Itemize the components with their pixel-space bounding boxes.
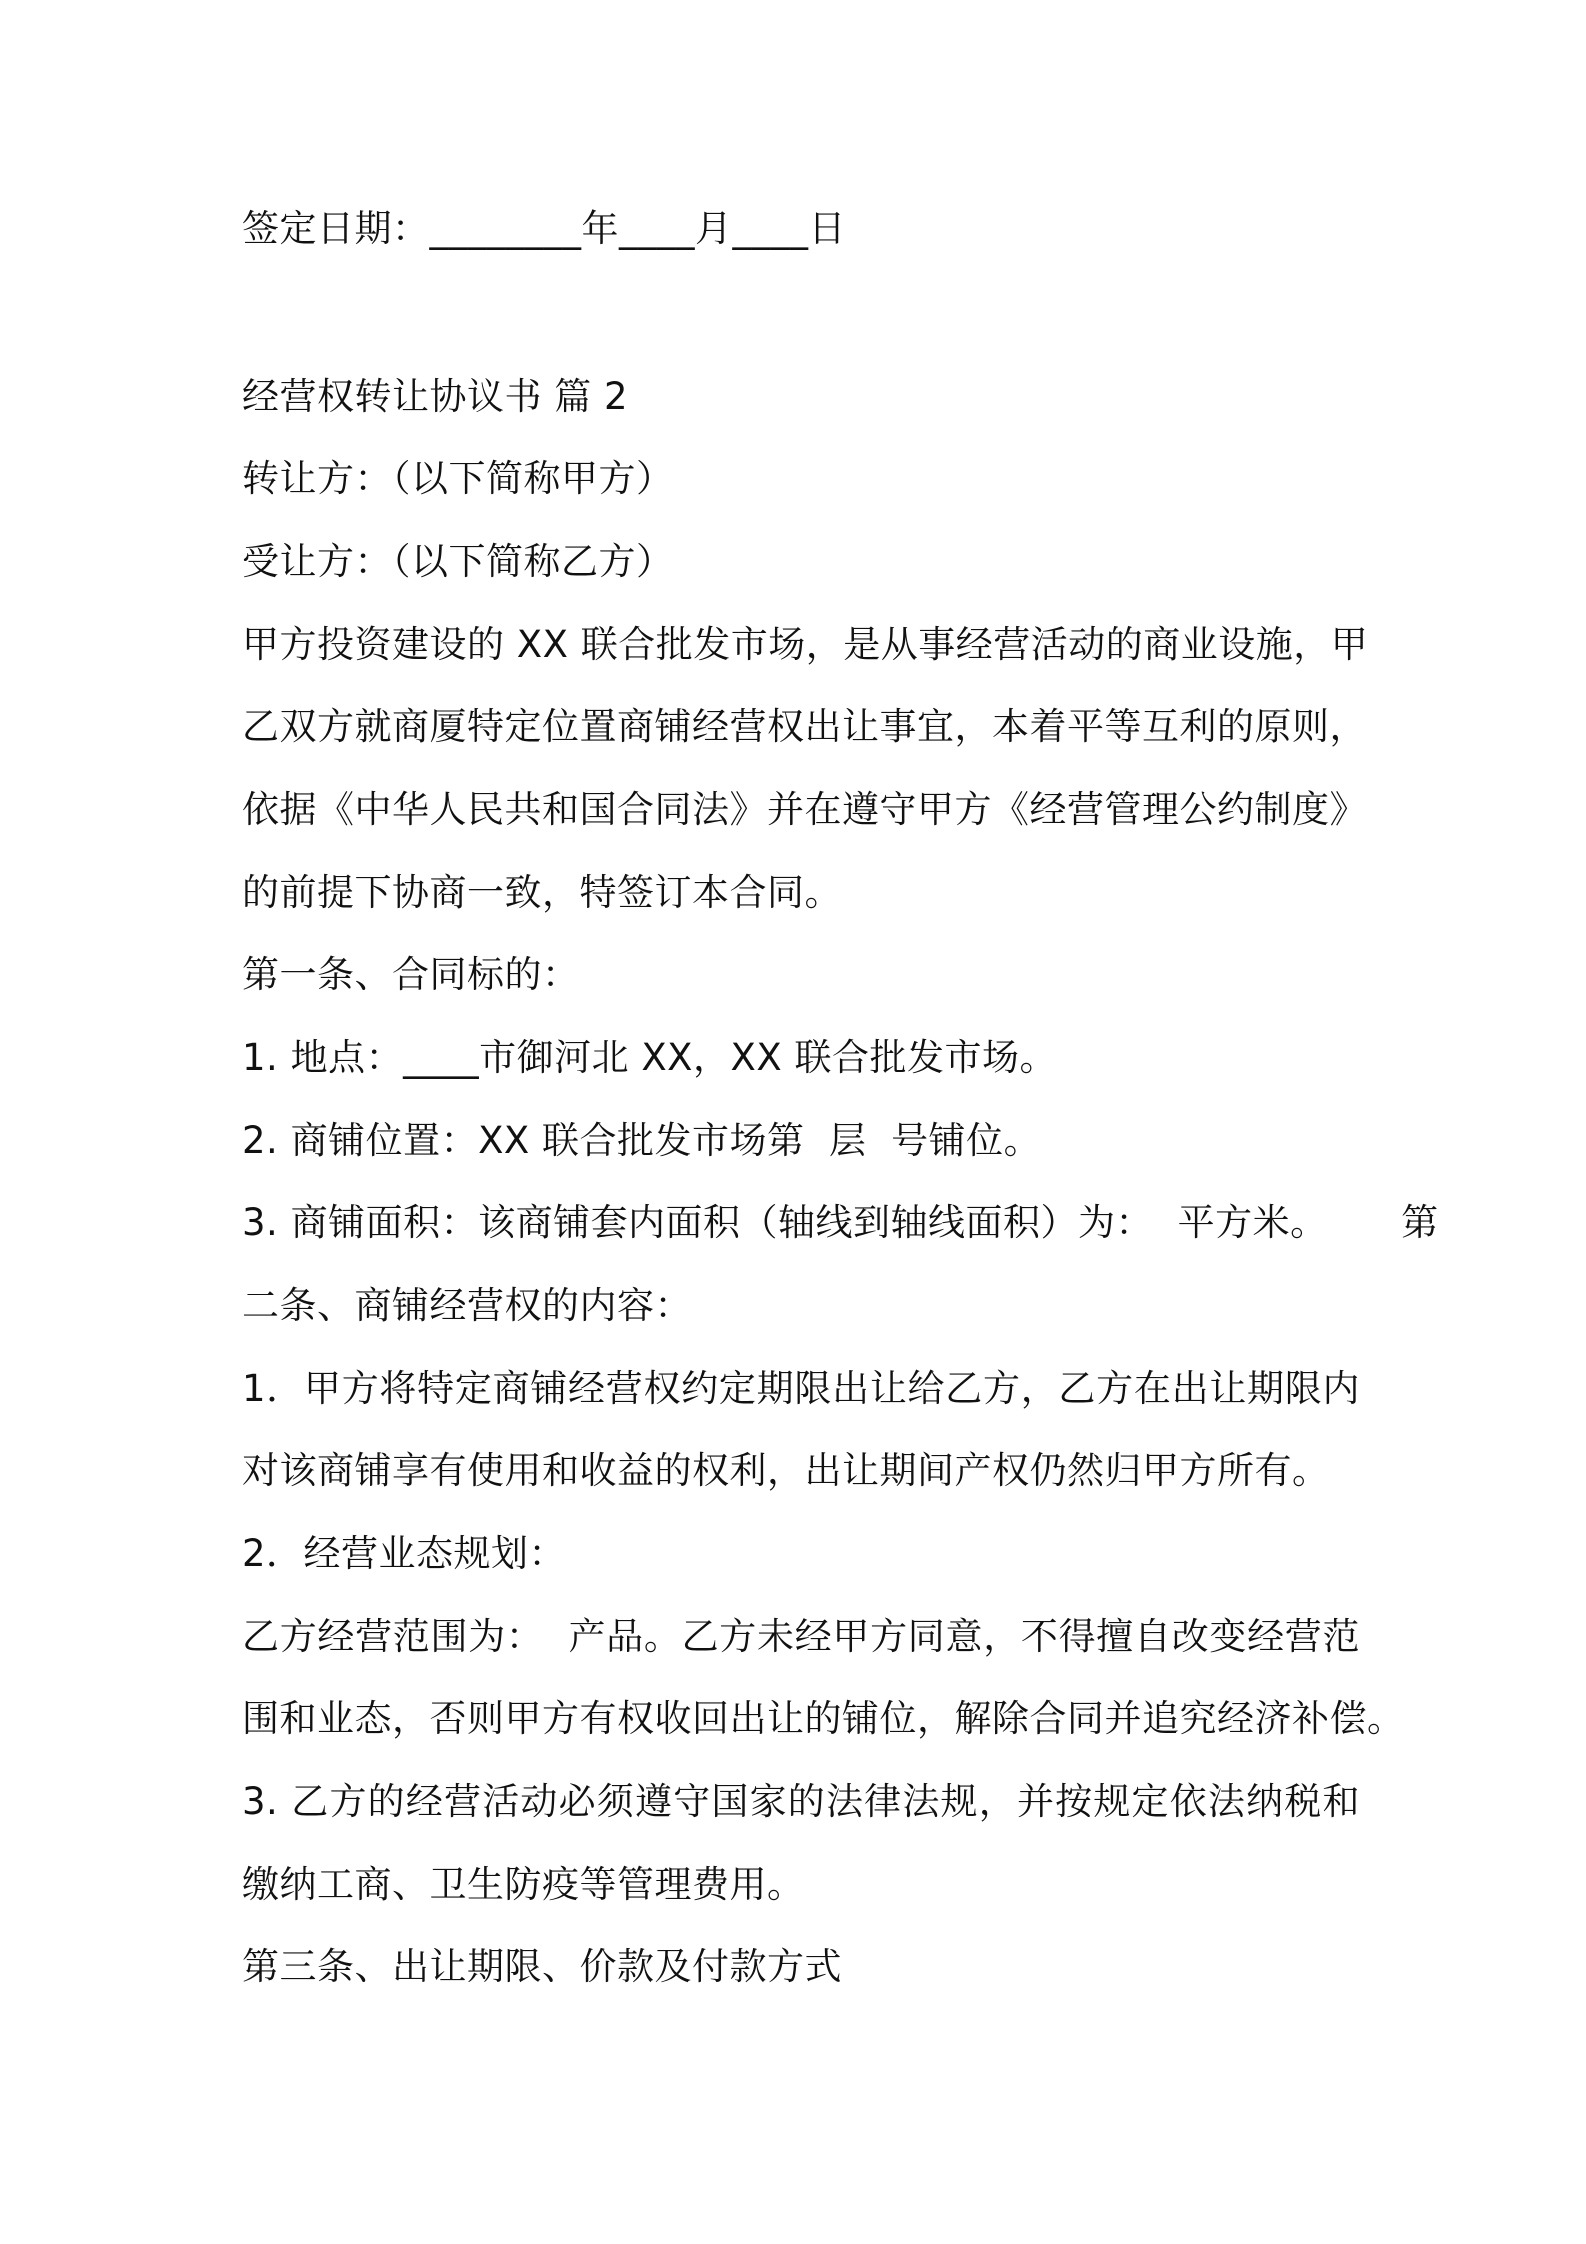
preamble-line-3: 依据《中华人民共和国合同法》并在遵守甲方《经营管理公约制度》 <box>242 788 1367 831</box>
article-2-item-1-line-1: 1．甲方将特定商铺经营权约定期限出让给乙方，乙方在出让期限内 <box>242 1367 1360 1410</box>
article-2-item-3-line-1: 3. 乙方的经营活动必须遵守国家的法律法规，并按规定依法纳税和 <box>242 1780 1360 1823</box>
article-1-item-1: 1. 地点：____市御河北 XX，XX 联合批发市场。 <box>242 1036 1057 1079</box>
article-2-heading: 二条、商铺经营权的内容： <box>242 1284 692 1327</box>
article-1-heading: 第一条、合同标的： <box>242 953 580 996</box>
business-scope-line-2: 围和业态，否则甲方有权收回出让的铺位，解除合同并追究经济补偿。 <box>242 1697 1405 1740</box>
preamble-line-1: 甲方投资建设的 XX 联合批发市场，是从事经营活动的商业设施，甲 <box>242 623 1369 666</box>
preamble-line-4: 的前提下协商一致，特签订本合同。 <box>242 871 842 914</box>
transferee-line: 受让方：（以下简称乙方） <box>242 540 674 583</box>
transferor-line: 转让方：（以下简称甲方） <box>242 457 674 500</box>
preamble-line-2: 乙双方就商厦特定位置商铺经营权出让事宜，本着平等互利的原则， <box>242 705 1367 748</box>
article-1-item-2: 2. 商铺位置：XX 联合批发市场第 层 号铺位。 <box>242 1119 1042 1162</box>
article-2-item-1-line-2: 对该商铺享有使用和收益的权利，出让期间产权仍然归甲方所有。 <box>242 1449 1330 1492</box>
article-2-item-2: 2．经营业态规划： <box>242 1532 567 1575</box>
business-scope-line-1: 乙方经营范围为： 产品。乙方未经甲方同意，不得擅自改变经营范 <box>242 1615 1360 1658</box>
section-title: 经营权转让协议书 篇 2 <box>242 375 629 418</box>
article-2-item-3-line-2: 缴纳工商、卫生防疫等管理费用。 <box>242 1863 805 1906</box>
article-1-item-3: 3. 商铺面积：该商铺套内面积（轴线到轴线面积）为： 平方米。 第 <box>242 1201 1439 1244</box>
signing-date-line: 签定日期：________年____月____日 <box>242 207 846 250</box>
article-3-heading: 第三条、出让期限、价款及付款方式 <box>242 1945 842 1988</box>
